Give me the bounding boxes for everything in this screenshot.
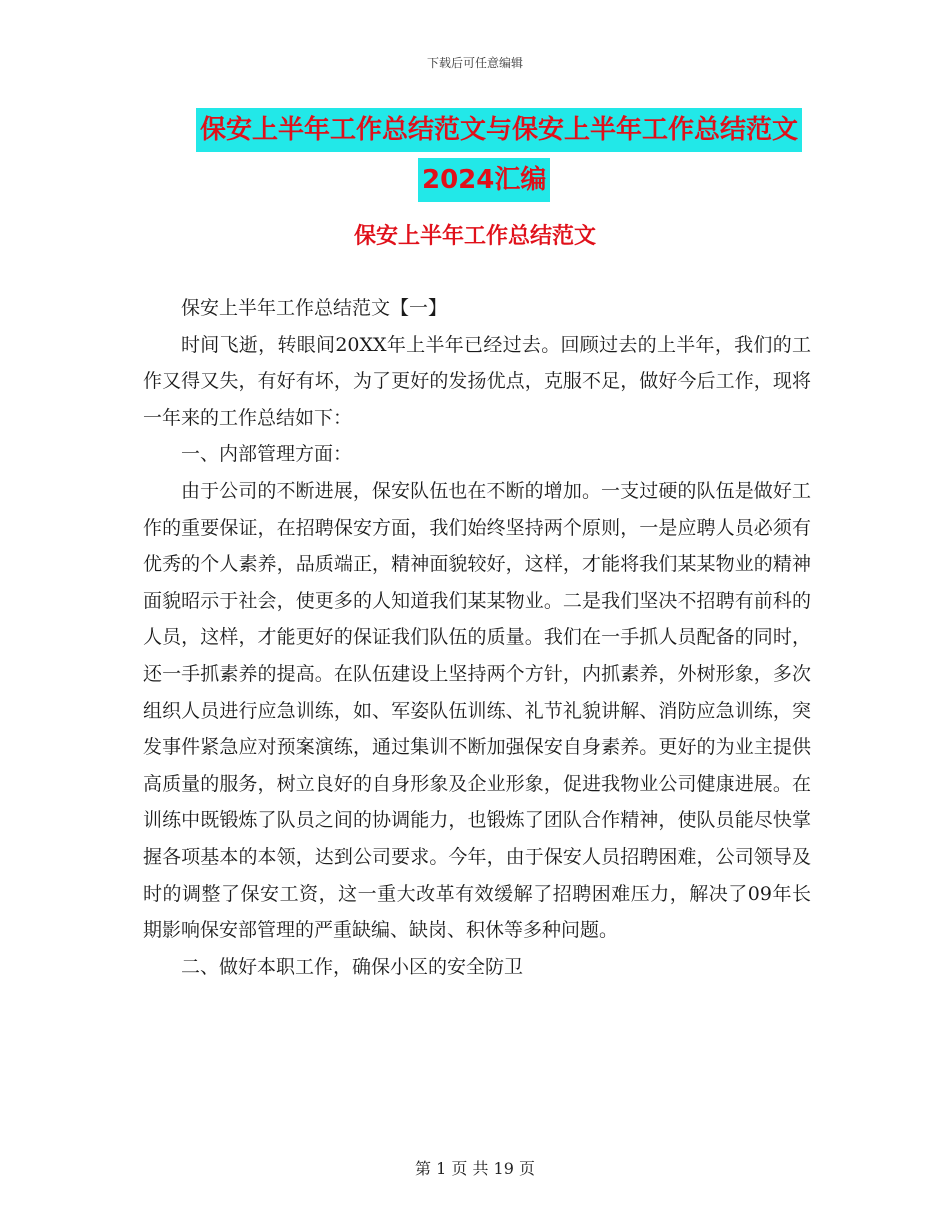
paragraph: 由于公司的不断进展，保安队伍也在不断的增加。一支过硬的队伍是做好工作的重要保证，在招聘保安方面，我们始终坚持两个原则，一是应聘人员必须有优秀的个人素养，品质端正，精神面貌较好，这样，才能将我们某某物业的精神面貌昭示于社会，使更多的人知道我们某某物业。二是我们坚决不招聘有前科的人员，这样，才能更好的保证我们队伍的质量。我们在一手抓人员配备的同时，还一手抓素养的提高。在队伍建设上坚持两个方针，内抓素养，外树形象，多次组织人员进行应急训练，如、军姿队伍训练、礼节礼貌讲解、消防应急训练，突发事件紧急应对预案演练，通过集训不断加强保安自身素养。更好的为业主提供高质量的服务，树立良好的自身形象及企业形象，促进我物业公司健康进展。在训练中既锻炼了队员之间的协调能力，也锻炼了团队合作精神，使队员能尽快掌握各项基本的本领，达到公司要求。今年，由于保安人员招聘困难，公司领导及时的调整了保安工资，这一重大改革有效缓解了招聘困难压力，解决了09年长期影响保安部管理的严重缺编、缺岗、积休等多种问题。 [143, 479, 811, 942]
section-heading: 一、内部管理方面： [181, 443, 353, 466]
paragraph-heading: 保安上半年工作总结范文【一】 [181, 297, 448, 319]
document-body [143, 290, 811, 985]
page-footer: 第 1 页 共 19 页 [415, 1159, 535, 1178]
section-heading: 二、做好本职工作，确保小区的安全防卫 [181, 955, 524, 978]
title-line-1: 保安上半年工作总结范文与保安上半年工作总结范文 [196, 108, 802, 152]
section-title: 保安上半年工作总结范文 [353, 224, 596, 249]
header-note: 下载后可任意编辑 [426, 56, 523, 70]
paragraph: 时间飞逝，转眼间20XX年上半年已经过去。回顾过去的上半年，我们的工作又得又失，有好有坏，为了更好的发扬优点，克服不足，做好今后工作，现将一年来的工作总结如下： [143, 333, 811, 429]
title-line-2: 2024汇编 [418, 158, 550, 202]
